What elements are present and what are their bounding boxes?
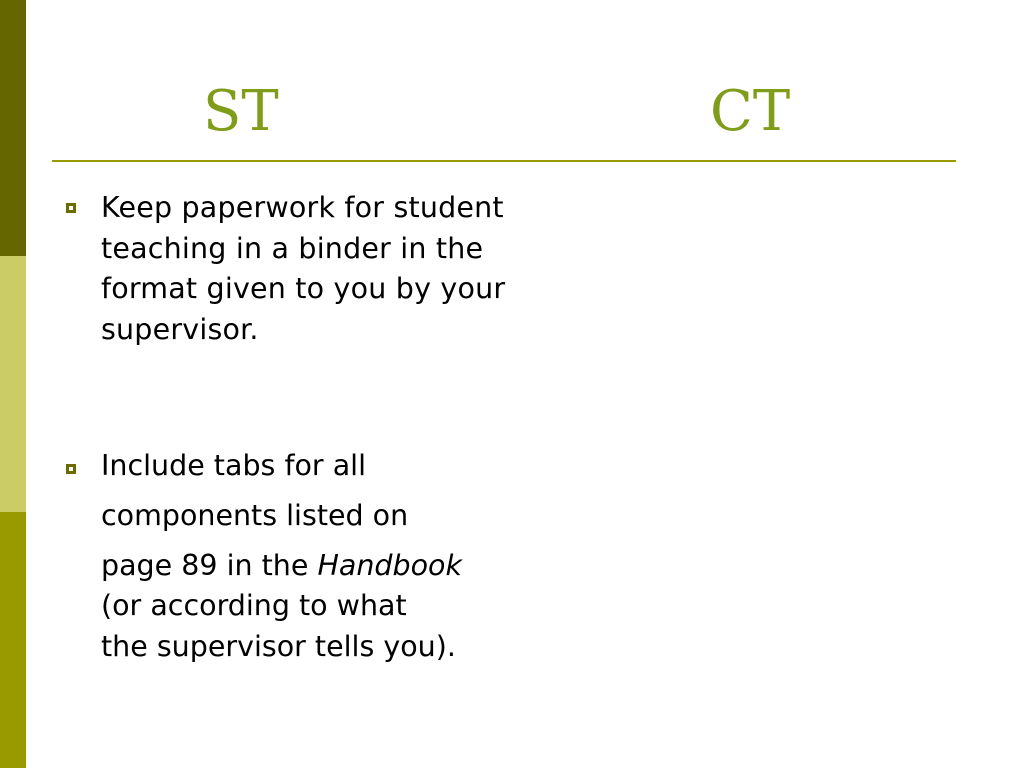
bullet-2-line-3-prefix: page 89 in the [101,549,318,582]
bullet-2-line-1: Include tabs for all [101,449,366,482]
sidebar-band-middle [0,256,26,512]
hollow-square-bullet-icon [66,464,76,474]
bullet-1-text: Keep paperwork for student teaching in a binder in the format given to you by your supervisor. [101,191,506,346]
bullet-2-line-2: components listed on [101,499,409,532]
handbook-title: Handbook [317,549,462,582]
bullet-2-line-5: the supervisor tells you). [101,630,456,663]
bullet-2-line-4: (or according to what [101,589,407,622]
title-divider [52,160,956,162]
sidebar-band-bottom [0,512,26,768]
hollow-square-bullet-icon [66,203,76,213]
sidebar-band-top [0,0,26,256]
slide-title-ct: CT [710,79,791,144]
slide-title-st: ST [203,79,279,144]
bullet-2-line-3 [101,549,462,582]
